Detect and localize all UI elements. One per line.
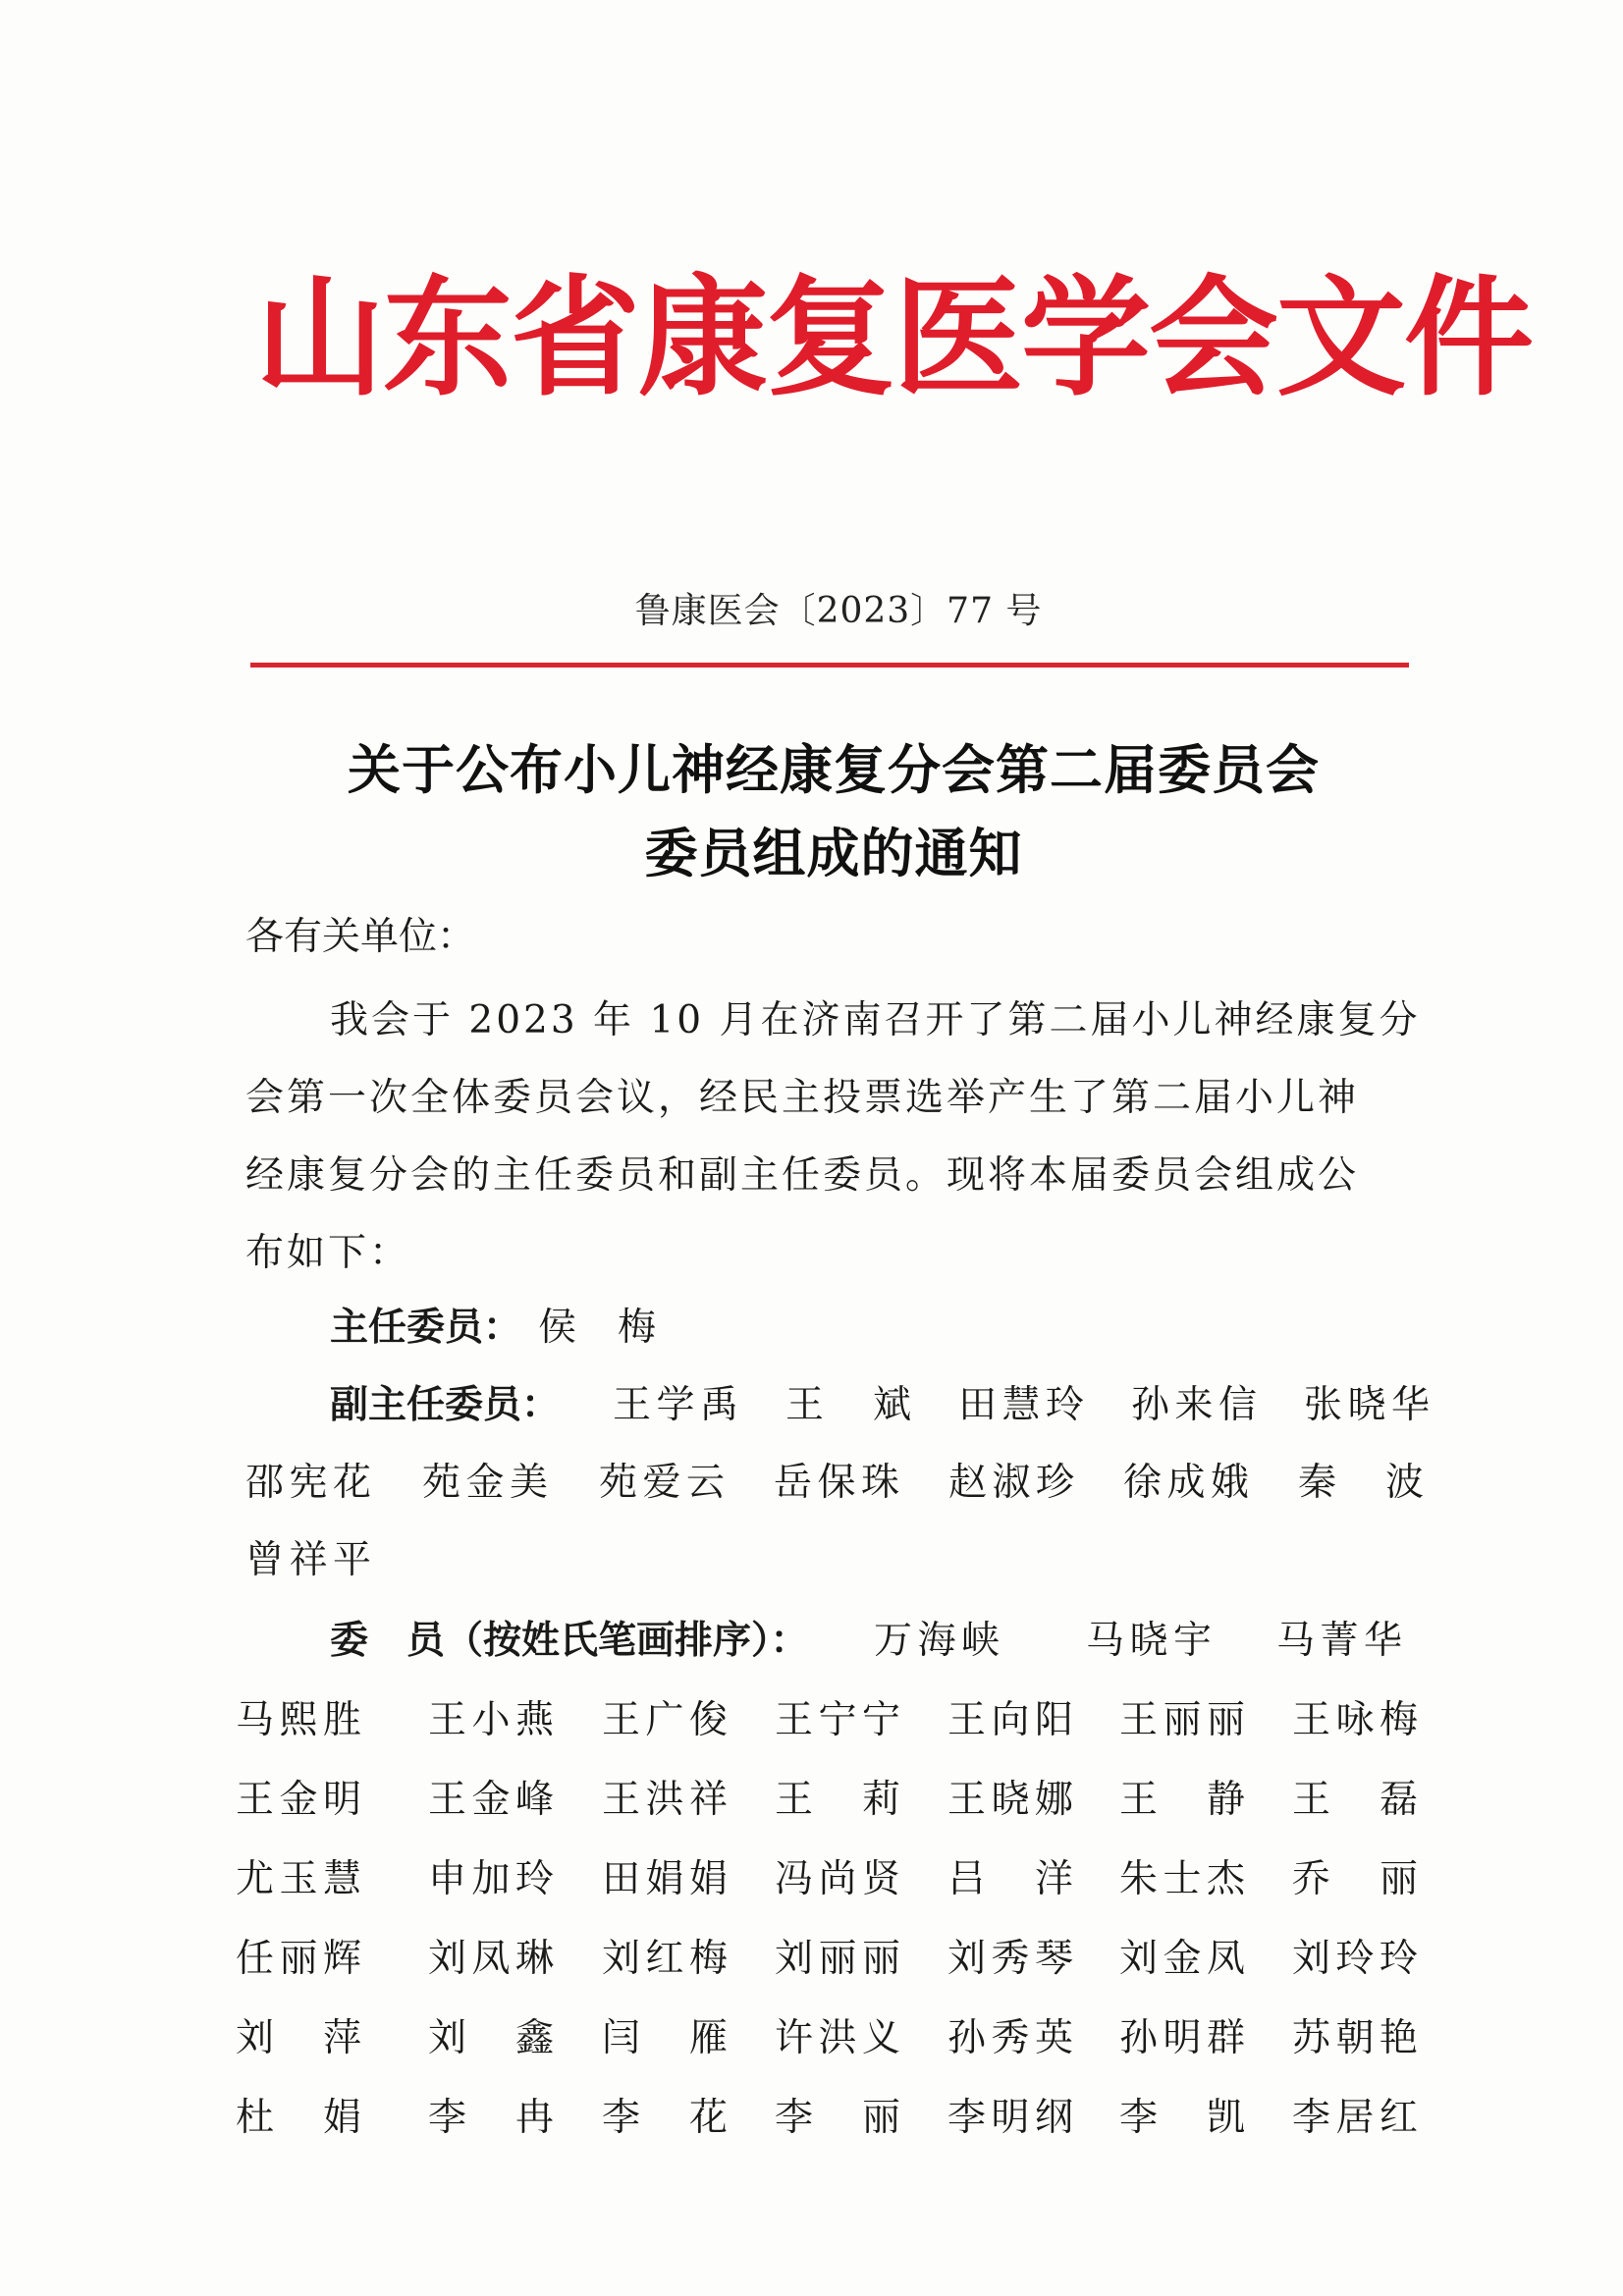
name-item: 李居红 xyxy=(1292,2096,1418,2140)
name-item: 任丽辉 xyxy=(236,1937,361,1981)
name-item: 刘 鑫 xyxy=(428,2016,554,2060)
name-item: 苑爱云 xyxy=(599,1461,725,1505)
name-item: 苏朝艳 xyxy=(1292,2016,1418,2060)
notice-title-line-2: 委员组成的通知 xyxy=(644,823,1023,884)
body-line: 布如下： xyxy=(245,1231,411,1275)
document-number: 鲁康医会〔2023〕77 号 xyxy=(634,591,1043,631)
name-item: 刘金凤 xyxy=(1119,1937,1245,1981)
name-item: 杜 娟 xyxy=(236,2096,361,2140)
name-item: 田娟娟 xyxy=(602,1857,728,1901)
members-row xyxy=(236,1925,1424,1994)
name-item: 尤玉慧 xyxy=(236,1857,361,1901)
name-item: 王咏梅 xyxy=(1292,1698,1418,1742)
name-item: 吕 洋 xyxy=(947,1857,1073,1901)
vice-directors-label: 副主任委员： xyxy=(330,1383,561,1427)
name-item: 秦 波 xyxy=(1298,1461,1424,1505)
name-item: 冯尚贤 xyxy=(775,1857,900,1901)
name-item: 王学禹 xyxy=(613,1383,738,1427)
body-paragraph xyxy=(245,982,1424,1292)
name-item: 刘 萍 xyxy=(236,2016,361,2060)
name-item: 王丽丽 xyxy=(1119,1698,1245,1742)
name-item: 万海峡 xyxy=(874,1619,1000,1663)
name-item: 岳保珠 xyxy=(774,1461,899,1505)
name-item: 赵淑珍 xyxy=(948,1461,1074,1505)
name-item: 申加玲 xyxy=(428,1857,554,1901)
vice-directors-first-row xyxy=(236,1371,1430,1440)
salutation: 各有关单位： xyxy=(245,915,476,959)
name-item: 闫 雁 xyxy=(602,2016,728,2060)
members-row xyxy=(236,2084,1424,2153)
director-label: 主任委员： xyxy=(330,1306,522,1350)
name-item: 王 斌 xyxy=(785,1383,911,1427)
name-item: 曾祥平 xyxy=(245,1538,371,1582)
name-item: 邵宪花 xyxy=(245,1461,371,1505)
name-item: 李 凯 xyxy=(1119,2096,1245,2140)
name-item: 李 丽 xyxy=(775,2096,900,2140)
vice-directors-row xyxy=(236,1526,1424,1595)
name-item: 刘凤琳 xyxy=(428,1937,554,1981)
name-item: 王 静 xyxy=(1119,1778,1245,1822)
name-item: 王小燕 xyxy=(428,1698,554,1742)
name-item: 王金峰 xyxy=(428,1778,554,1822)
body-line: 会第一次全体委员会议，经民主投票选举产生了第二届小儿神 xyxy=(245,1076,1360,1120)
director-name: 侯 梅 xyxy=(538,1306,656,1350)
name-item: 李明纲 xyxy=(947,2096,1073,2140)
masthead-title: 山东省康复医学会文件 xyxy=(255,263,1532,414)
name-item: 王 莉 xyxy=(775,1778,900,1822)
name-item: 王洪祥 xyxy=(602,1778,728,1822)
name-item: 刘玲玲 xyxy=(1292,1937,1418,1981)
members-row xyxy=(236,2004,1424,2073)
name-item: 刘丽丽 xyxy=(775,1937,900,1981)
name-item: 朱士杰 xyxy=(1119,1857,1245,1901)
name-item: 田慧玲 xyxy=(958,1383,1084,1427)
name-item: 刘红梅 xyxy=(602,1937,728,1981)
name-item: 马熙胜 xyxy=(236,1698,361,1742)
name-item: 王广俊 xyxy=(602,1698,728,1742)
members-label: 委 员（按姓氏笔画排序）： xyxy=(330,1619,809,1663)
name-item: 乔 丽 xyxy=(1292,1857,1418,1901)
members-row xyxy=(236,1845,1424,1914)
name-item: 王宁宁 xyxy=(775,1698,900,1742)
name-item: 许洪义 xyxy=(775,2016,900,2060)
name-item: 孙明群 xyxy=(1119,2016,1245,2060)
name-item: 苑金美 xyxy=(422,1461,548,1505)
red-divider-line xyxy=(250,663,1409,667)
members-first-row xyxy=(236,1607,1424,1676)
name-item: 王晓娜 xyxy=(947,1778,1073,1822)
name-item: 马晓宇 xyxy=(1086,1619,1212,1663)
name-item: 李 冉 xyxy=(428,2096,554,2140)
name-item: 孙秀英 xyxy=(947,2016,1073,2060)
body-line: 经康复分会的主任委员和副主任委员。现将本届委员会组成公 xyxy=(245,1153,1360,1198)
name-item: 刘秀琴 xyxy=(947,1937,1073,1981)
notice-title-line-1: 关于公布小儿神经康复分会第二届委员会 xyxy=(348,739,1320,801)
body-line: 我会于 2023 年 10 月在济南召开了第二届小儿神经康复分 xyxy=(330,998,1421,1042)
name-item: 张晓华 xyxy=(1304,1383,1430,1427)
director-row xyxy=(236,1294,1424,1362)
members-row xyxy=(236,1686,1424,1755)
name-item: 李 花 xyxy=(602,2096,728,2140)
name-item: 王向阳 xyxy=(947,1698,1073,1742)
vice-directors-row xyxy=(236,1449,1424,1518)
members-row xyxy=(236,1766,1424,1835)
name-item: 马菁华 xyxy=(1276,1619,1402,1663)
name-item: 王金明 xyxy=(236,1778,361,1822)
name-item: 徐成娥 xyxy=(1123,1461,1249,1505)
name-item: 孙来信 xyxy=(1131,1383,1257,1427)
name-item: 王 磊 xyxy=(1292,1778,1418,1822)
